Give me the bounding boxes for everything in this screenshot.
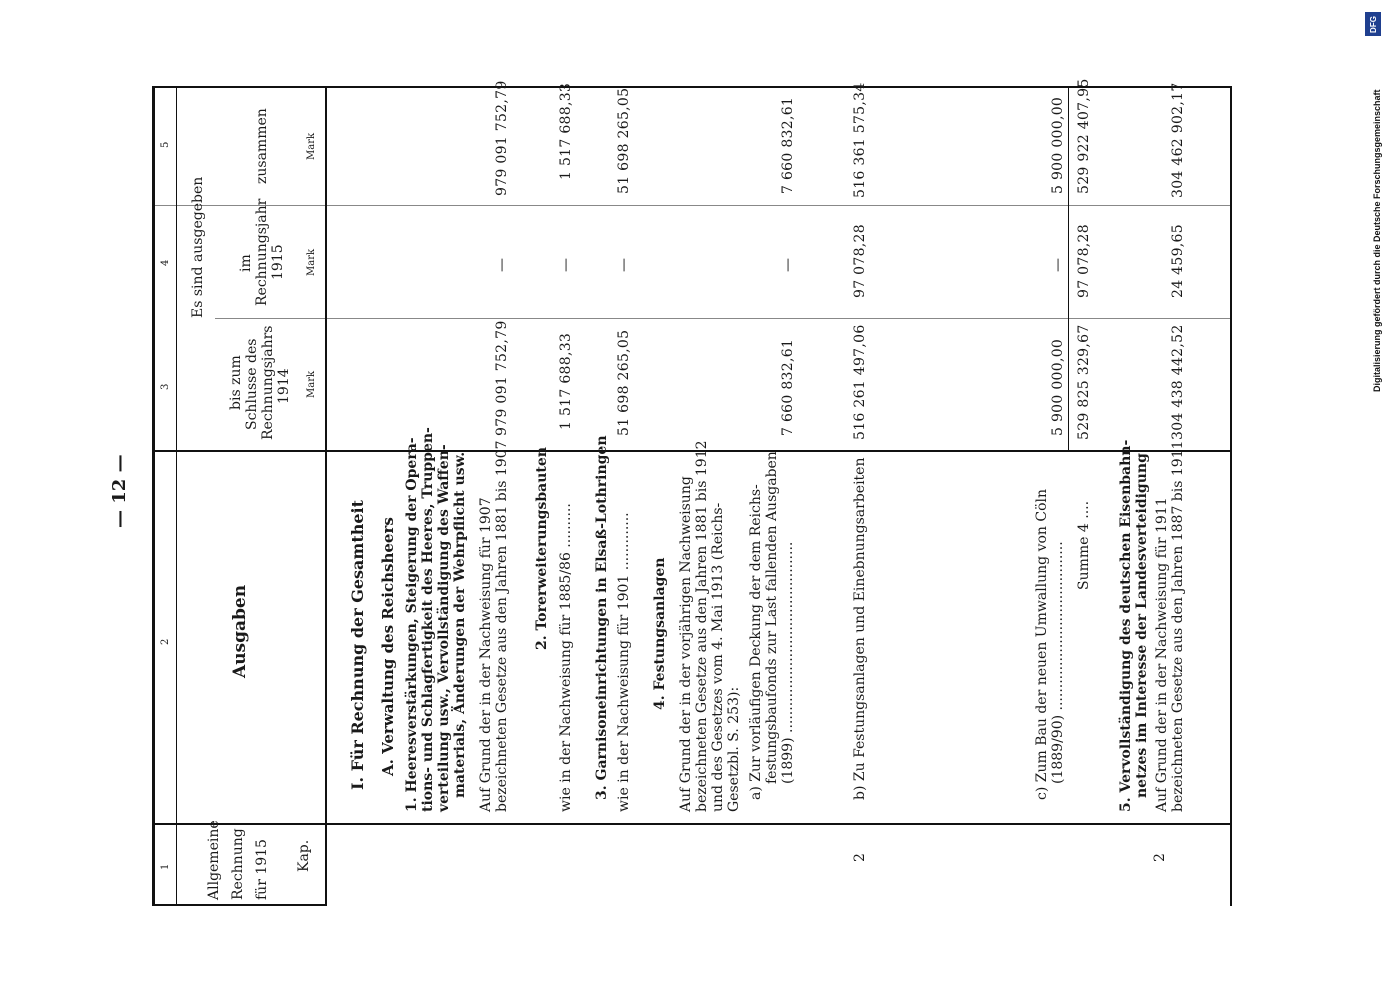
item5-detail1: Auf Grund der in der Nachweisung für 1911 [1154,497,1170,812]
header-group-label: Es sind ausgegeben [190,176,206,318]
item3-title: 3. Garnisoneinrichtungen in Elsaß-Lothringen [594,435,610,800]
header-col3-line3: Rechnungsjahrs [260,325,276,440]
item3-col4: — [616,257,632,272]
header-col4-unit: Mark [306,248,317,276]
item4c-col3: 5 900 000,00 [1050,338,1066,436]
col-number-row-rule [176,86,177,906]
item4c-line2: (1889/90) ...................................... [1050,541,1066,784]
item4-sum-col3: 529 825 329,67 [1076,324,1092,440]
item4-line3: und des Gesetzes vom 4. Mai 1913 (Reichs- [710,502,726,812]
header-col5-unit: Mark [306,132,317,160]
item4b-text: b) Zu Festungsanlagen und Einebnungsarbeiten [852,457,868,800]
col-number-5: 5 [160,141,171,148]
header-body-rule [325,86,327,906]
header-col4-line2: Rechnungsjahr [254,198,270,306]
page-number: — 12 — [109,454,130,528]
item4c-col4: — [1050,257,1066,272]
item4a-line2: festungsbaufonds zur Last fallenden Ausgaben [764,451,780,784]
col-number-4: 4 [160,259,171,266]
col-number-1: 1 [160,863,171,870]
header-col4-line3: 1915 [270,244,286,280]
item3-col3: 51 698 265,05 [616,329,632,436]
item2-detail: wie in der Nachweisung für 1885/86 .......... [558,503,574,812]
item4c-line1: c) Zum Bau der neuen Umwallung von Cöln [1034,488,1050,800]
col-number-3: 3 [160,383,171,390]
header-bottom-rule [152,904,327,906]
item2-col5: 1 517 688,33 [558,82,574,180]
item2-title: 2. Torerweiterungsbauten [534,447,550,650]
header-col2-title: Ausgaben [230,584,250,678]
header-col3-line4: 1914 [276,368,292,404]
dfg-logo: DFG [1365,12,1381,36]
item4-sum-col4: 97 078,28 [1076,224,1092,298]
header-col4-line1: im [238,254,254,272]
item2-col3: 1 517 688,33 [558,332,574,430]
item4b-col3: 516 261 497,06 [852,324,868,440]
col-number-2: 2 [160,638,171,645]
header-col3-line1: bis zum [228,355,244,410]
item3-detail: wie in der Nachweisung für 1901 ............. [616,512,632,812]
col3-col4-rule [215,318,1230,319]
item4b-kap: 2 [852,853,868,862]
item5-col4: 24 459,65 [1170,224,1186,298]
header-col3-unit: Mark [306,370,317,398]
item4-sum-col5: 529 922 407,95 [1076,78,1092,194]
col2-col3-rule [152,450,1232,452]
item4-line2: bezeichneten Gesetze aus den Jahren 1881 bis 1912 [694,440,710,812]
item1-detail1: Auf Grund der in der Nachweisung für 1907 [478,497,494,812]
item5-line1: 5. Vervollständigung des deutschen Eisenbahn- [1118,439,1134,812]
header-col3-line2: Schlusse des [244,338,260,430]
table-top-rule [152,86,155,906]
header-col1-line1: Allgemeine [206,820,222,900]
item4-line4: Gesetzbl. S. 253): [726,686,742,812]
header-col1-line3: für 1915 [254,839,270,900]
item4a-line1: a) Zur vorläufigen Deckung der dem Reichs- [748,484,764,800]
item4a-col4: — [780,257,796,272]
item1-line4: materials, Änderungen der Wehrpflicht usw. [452,451,468,798]
section-title: I. Für Rechnung der Gesamtheit [348,499,367,790]
item1-line1: 1. Heeresverstärkungen, Steigerung der Opera- [404,437,420,812]
item4b-col5: 516 361 575,34 [852,82,868,198]
item1-line3: verteilung usw., Vervollständigung des Waffen- [436,444,452,812]
item1-col5: 979 091 752,79 [494,80,510,196]
item4a-line3: (1899) ........................................... [780,541,796,784]
item4-title: 4. Festungsanlagen [652,557,668,710]
col1-col2-rule [152,823,1232,825]
item5-kap: 2 [1152,853,1168,862]
item5-col3: 304 438 442,52 [1170,324,1186,440]
item4c-col5: 5 900 000,00 [1050,96,1066,194]
header-number-rule [152,86,1232,88]
item2-col4: — [558,257,574,272]
item5-line2: netzes im Interesse der Landesverteidigung [1134,453,1150,798]
item1-col3: 979 091 752,79 [494,320,510,436]
header-col1-line2: Rechnung [230,828,246,900]
item5-detail2: bezeichneten Gesetze aus den Jahren 1887 bis 1911 [1170,440,1186,812]
item4-line1: Auf Grund der in der vorjährigen Nachweisung [678,476,694,812]
sum-rule [1068,86,1069,450]
item4a-col3: 7 660 832,61 [780,338,796,436]
col4-col5-rule [152,205,1232,206]
digitization-note: Digitalisierung gefördert durch die Deutsche Forschungsgemeinschaft [1372,89,1382,392]
item1-detail2: bezeichneten Gesetze aus den Jahren 1881 bis 1907 [494,440,510,812]
subsection-title: A. Verwaltung des Reichsheers [379,517,397,776]
header-col1-kap: Kap. [296,839,312,872]
item4b-col4: 97 078,28 [852,224,868,298]
item1-line2: tions- und Schlagfertigkeit des Heeres, Truppen- [420,427,436,812]
item3-col5: 51 698 265,05 [616,87,632,194]
item1-col4: — [494,257,510,272]
table-bottom-rule [1230,86,1232,906]
item4-sum-label: Summe 4 .... [1076,500,1092,590]
item4a-col5: 7 660 832,61 [780,96,796,194]
item5-col5: 304 462 902,17 [1170,82,1186,198]
header-col5-title: zusammen [254,108,270,184]
